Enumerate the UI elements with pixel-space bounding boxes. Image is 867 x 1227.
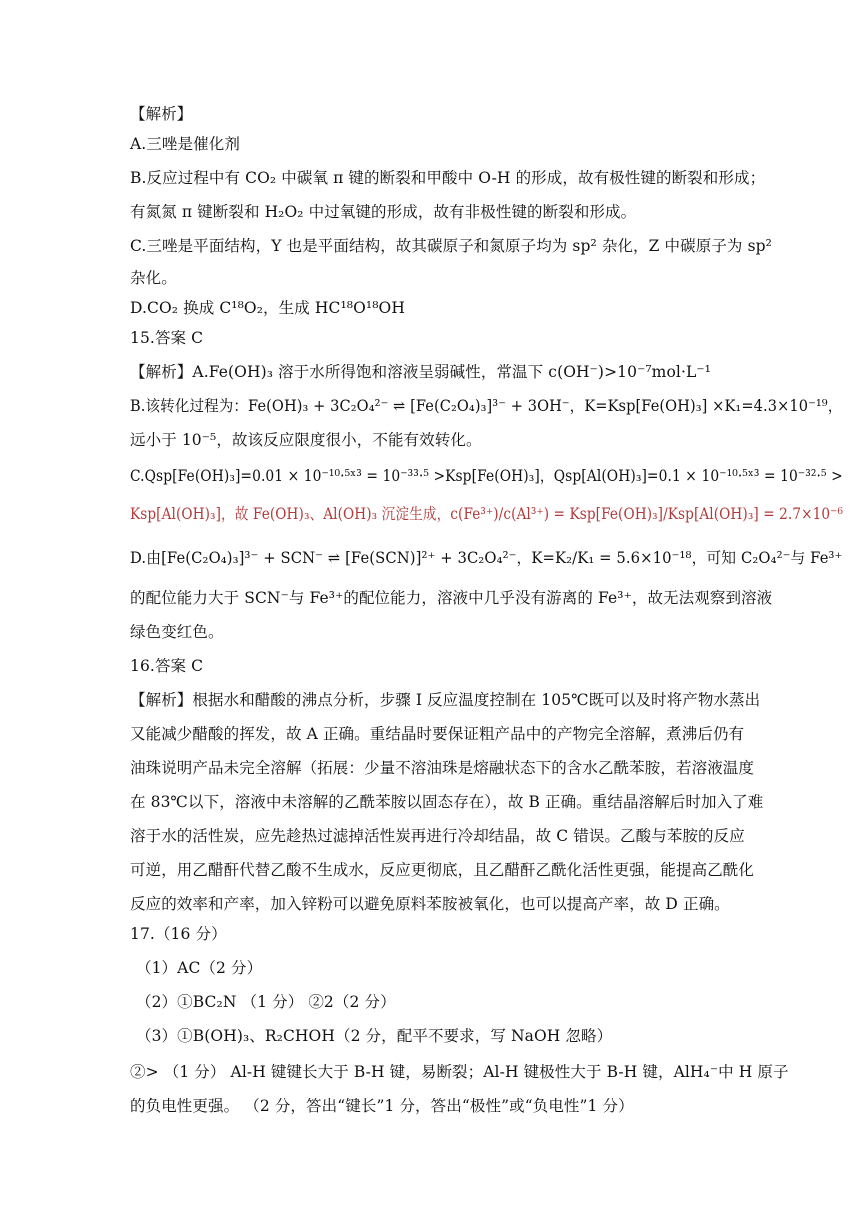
analysis-option-b-line2: 有氮氮 π 键断裂和 H₂O₂ 中过氧键的形成，故有非极性键的断裂和形成。 bbox=[130, 203, 637, 221]
q15-analysis-b-line1: B.该转化过程为：Fe(OH)₃ + 3C₂O₄²⁻ ⇌ [Fe(C₂O₄)₃]³⁻ + 3OH⁻，K=Ksp[Fe(OH)₃] ×K₁=4.3×10⁻¹⁹， bbox=[130, 397, 843, 415]
q15-analysis-c-line2: Ksp[Al(OH)₃]，故 Fe(OH)₃、Al(OH)₃ 沉淀生成，c(Fe³⁺)/c(Al³⁺) = Ksp[Fe(OH)₃]/Ksp[Al(OH)₃] = 2.7×10⁻⁶ bbox=[130, 505, 844, 523]
analysis-option-c-line1: C.三唑是平面结构，Y 也是平面结构，故其碳原子和氮原子均为 sp² 杂化，Z 中碳原子为 sp² bbox=[130, 237, 772, 255]
analysis-option-c-line2: 杂化。 bbox=[130, 269, 177, 287]
q15-analysis-c-line1: C.Qsp[Fe(OH)₃]=0.01 × 10⁻¹⁰·⁵ˣ³ = 10⁻³³·⁵ >Ksp[Fe(OH)₃]，Qsp[Al(OH)₃]=0.1 × 10⁻¹⁰·⁵ˣ³ = 10⁻³²·⁵ > bbox=[130, 467, 843, 485]
q17-part3-2-line1: ②> （1 分） Al-H 键键长大于 B-H 键，易断裂；Al-H 键极性大于 B-H 键，AlH₄⁻中 H 原子 bbox=[130, 1063, 789, 1081]
q17-part2: （2）①BC₂N （1 分） ②2（2 分） bbox=[136, 993, 396, 1011]
q15-analysis-d-line2: 的配位能力大于 SCN⁻与 Fe³⁺的配位能力，溶液中几乎没有游离的 Fe³⁺，故无法观察到溶液 bbox=[130, 589, 773, 607]
q17-part3: （3）①B(OH)₃、R₂CHOH（2 分，配平不要求，写 NaOH 忽略） bbox=[136, 1027, 613, 1045]
q15-analysis-a: 【解析】A.Fe(OH)₃ 溶于水所得饱和溶液呈弱碱性，常温下 c(OH⁻)>10⁻⁷mol·L⁻¹ bbox=[130, 363, 711, 381]
analysis-heading: 【解析】 bbox=[130, 105, 193, 123]
q15-analysis-b-line2: 远小于 10⁻⁵，故该反应限度很小，不能有效转化。 bbox=[130, 431, 482, 449]
q15-analysis-d-line3: 绿色变红色。 bbox=[130, 623, 224, 641]
analysis-option-a: A.三唑是催化剂 bbox=[130, 135, 240, 153]
q17-heading: 17.（16 分） bbox=[130, 925, 227, 943]
q16-analysis-line7: 反应的效率和产率，加入锌粉可以避免原料苯胺被氧化，也可以提高产率，故 D 正确。 bbox=[130, 895, 730, 913]
analysis-option-b-line1: B.反应过程中有 CO₂ 中碳氧 π 键的断裂和甲酸中 O-H 的形成，故有极性键的断裂和形成； bbox=[130, 169, 766, 187]
q16-analysis-line6: 可逆，用乙醋酐代替乙酸不生成水，反应更彻底，且乙醋酐乙酰化活性更强，能提高乙酰化 bbox=[130, 861, 755, 879]
q17-part1: （1）AC（2 分） bbox=[136, 959, 263, 977]
analysis-option-d: D.CO₂ 换成 C¹⁸O₂，生成 HC¹⁸O¹⁸OH bbox=[130, 299, 405, 317]
q16-analysis-line1: 【解析】根据水和醋酸的沸点分析，步骤 I 反应温度控制在 105℃既可以及时将产物水蒸出 bbox=[130, 691, 761, 709]
q15-answer: 15.答案 C bbox=[130, 329, 204, 347]
q15-analysis-d-line1: D.由[Fe(C₂O₄)₃]³⁻ + SCN⁻ ⇌ [Fe(SCN)]²⁺ + 3C₂O₄²⁻，K=K₂/K₁ = 5.6×10⁻¹⁸，可知 C₂O₄²⁻与 Fe³⁺ bbox=[130, 549, 843, 567]
q16-analysis-line5: 溶于水的活性炭，应先趁热过滤掉活性炭再进行冷却结晶，故 C 错误。乙酸与苯胺的反应 bbox=[130, 827, 745, 845]
q17-part3-2-line2: 的负电性更强。 （2 分，答出“键长”1 分，答出“极性”或“负电性”1 分） bbox=[130, 1097, 634, 1115]
q16-analysis-line3: 油珠说明产品未完全溶解（拓展：少量不溶油珠是熔融状态下的含水乙酰苯胺，若溶液温度 bbox=[130, 759, 755, 777]
q16-answer: 16.答案 C bbox=[130, 657, 204, 675]
q16-analysis-line4: 在 83℃以下，溶液中未溶解的乙酰苯胺以固态存在），故 B 正确。重结晶溶解后时加入了难 bbox=[130, 793, 764, 811]
q16-analysis-line2: 又能减少醋酸的挥发，故 A 正确。重结晶时要保证粗产品中的产物完全溶解，煮沸后仍有 bbox=[130, 725, 745, 743]
